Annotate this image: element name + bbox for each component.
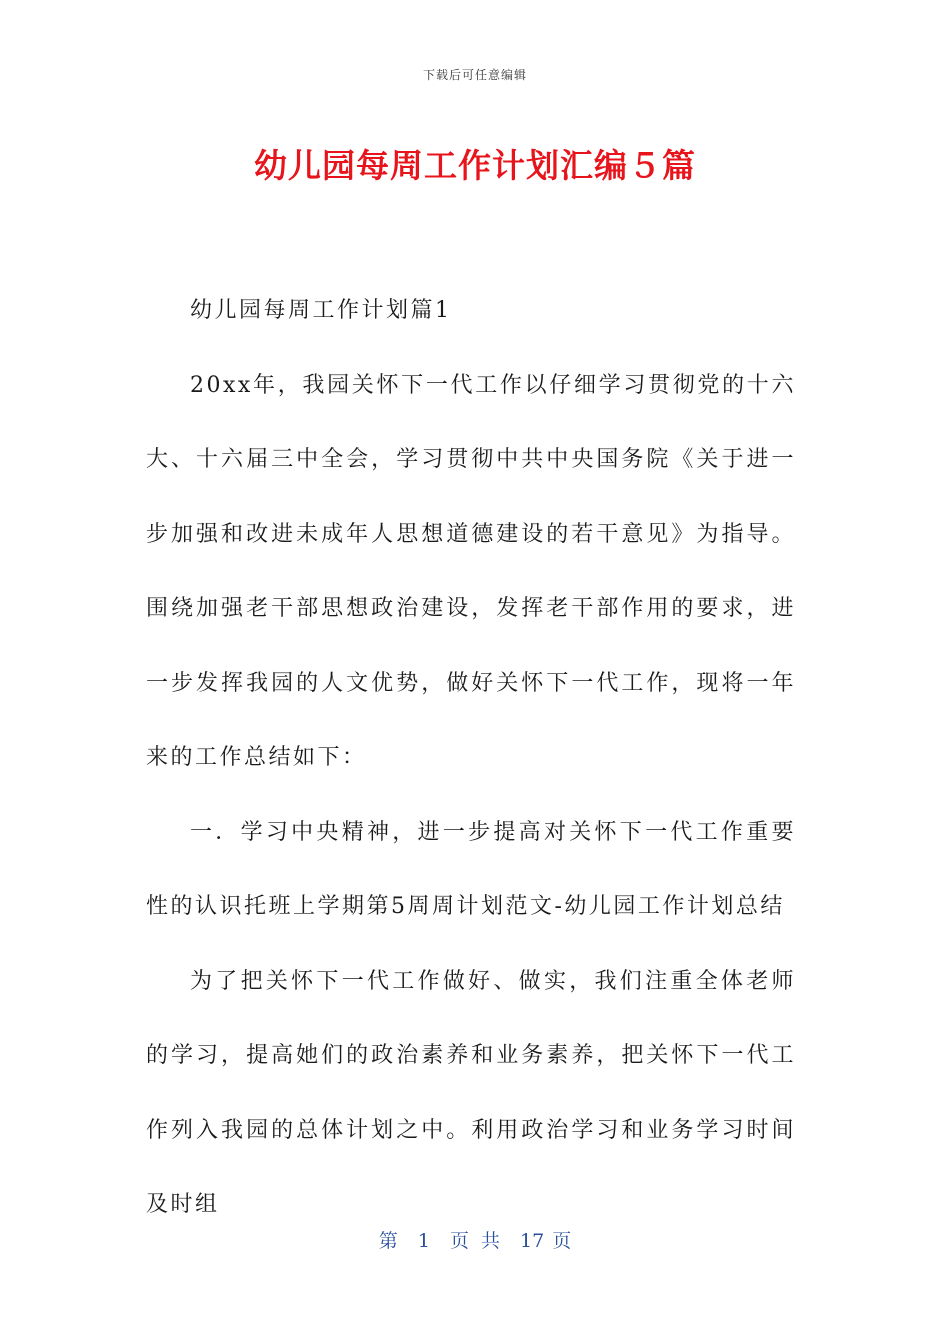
paragraph-point-one: 一．学习中央精神，进一步提高对关怀下一代工作重要性的认识托班上学期第5周周计划范文-幼儿园工作计划总结: [146, 819, 796, 919]
current-page-number: 1: [417, 1230, 430, 1252]
paragraph-intro: 20xx年，我园关怀下一代工作以仔细学习贯彻党的十六大、十六届三中全会，学习贯彻中共中央国务院《关于进一步加强和改进未成年人思想道德建设的若干意见》为指导。围绕加强老干部思想政治建设，发挥老干部作用的要求，进一步发挥我园的人文优势，做好关怀下一代工作，现将一年来的工作总结如下：: [146, 372, 796, 770]
document-title: 幼儿园每周工作计划汇编５篇: [254, 146, 696, 185]
total-page-count: 17: [520, 1230, 545, 1252]
document-body: [146, 274, 796, 1243]
section-heading: 幼儿园每周工作计划篇1: [190, 298, 452, 323]
footer-prefix: 第: [378, 1230, 398, 1252]
footer-suffix: 页: [552, 1230, 572, 1252]
page-footer: [0, 1226, 950, 1253]
paragraph-study: 为了把关怀下一代工作做好、做实，我们注重全体老师的学习，提高她们的政治素养和业务素养，把关怀下一代工作列入我园的总体计划之中。利用政治学习和业务学习时间及时组: [146, 968, 796, 1217]
footer-middle: 页 共: [449, 1230, 500, 1252]
header-note: 下载后可任意编辑: [422, 68, 527, 82]
